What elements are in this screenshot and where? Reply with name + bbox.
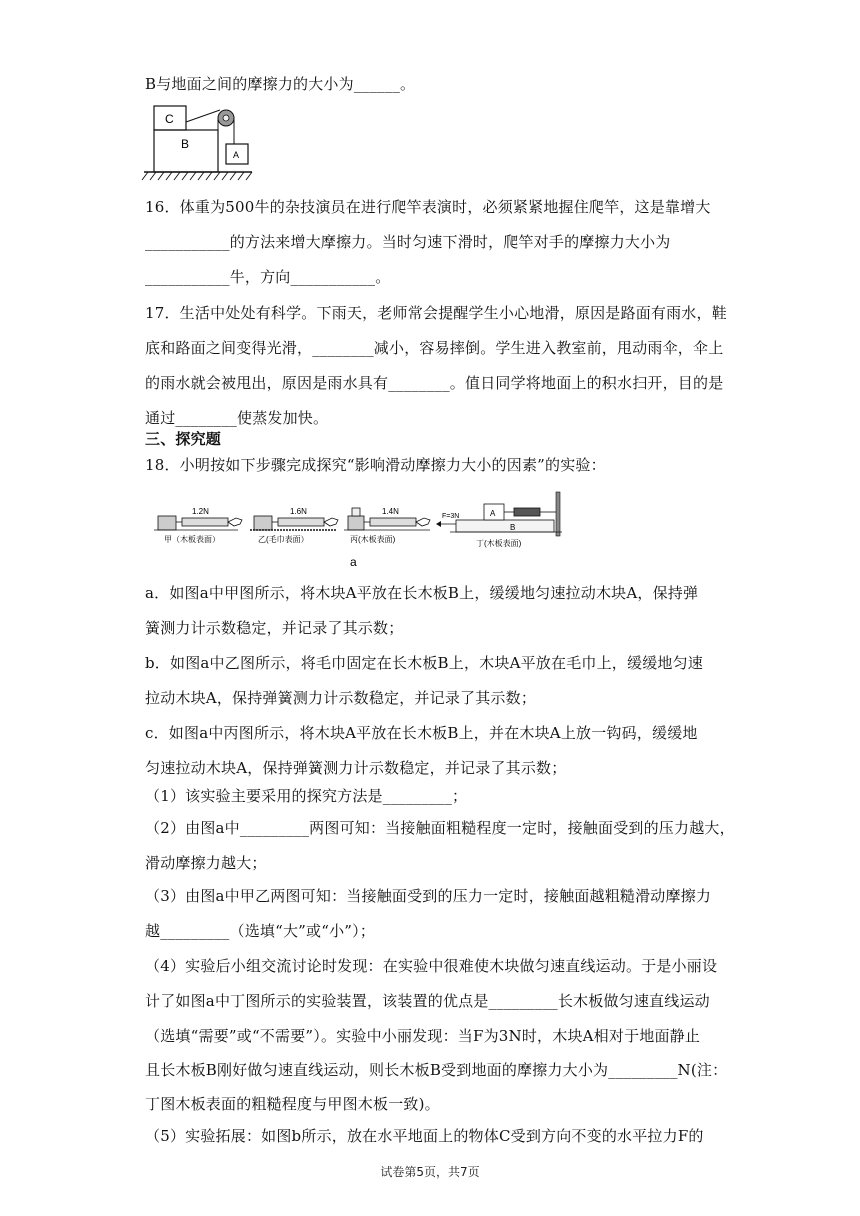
text-line: 拉动木块A，保持弹簧测力计示数稳定，并记录了其示数； bbox=[145, 689, 537, 707]
text-line: 18．小明按如下步骤完成探究“影响滑动摩擦力大小的因素”的实验： bbox=[145, 456, 606, 474]
section-heading: 三、探究题 bbox=[145, 430, 222, 448]
block-a-label: A bbox=[490, 509, 496, 518]
reading-bing: 1.4N bbox=[382, 507, 399, 516]
label-yi: 乙(毛巾表面） bbox=[258, 535, 309, 544]
text-line: B与地面之间的摩擦力的大小为______。 bbox=[145, 75, 416, 93]
force-label: F=3N bbox=[442, 513, 460, 520]
text-line: 丁图木板表面的粗糙程度与甲图木板一致)。 bbox=[145, 1095, 440, 1113]
text-line: c．如图a中丙图所示，将木块A平放在长木板B上，并在木块A上放一钩码，缓缓地 bbox=[145, 724, 698, 742]
text-line: （5）实验拓展：如图b所示，放在水平地面上的物体C受到方向不变的水平拉力F的 bbox=[145, 1127, 704, 1145]
text-line: 匀速拉动木块A，保持弹簧测力计示数稳定，并记录了其示数； bbox=[145, 759, 567, 777]
label-c: C bbox=[165, 112, 174, 126]
label-ding: 丁(木板表面) bbox=[476, 539, 522, 548]
text-line: 越_________（选填“大”或“小”）； bbox=[145, 922, 376, 940]
text-line: 簧测力计示数稳定，并记录了其示数； bbox=[145, 619, 404, 637]
text-line: a．如图a中甲图所示，将木块A平放在长木板B上，缓缓地匀速拉动木块A，保持弹 bbox=[145, 584, 699, 602]
text-line: b．如图a中乙图所示，将毛巾固定在长木板B上，木块A平放在毛巾上，缓缓地匀速 bbox=[145, 654, 704, 672]
text-line: ___________牛，方向___________。 bbox=[145, 268, 391, 286]
label-a: A bbox=[233, 150, 240, 160]
text-line: （4）实验后小组交流讨论时发现：在实验中很难使木块做匀速直线运动。于是小丽设 bbox=[145, 957, 718, 975]
text-line: 计了如图a中丁图所示的实验装置，该装置的优点是_________长木板做匀速直线运动 bbox=[145, 992, 710, 1010]
text-line: 17．生活中处处有科学。下雨天，老师常会提醒学生小心地滑，原因是路面有雨水，鞋 bbox=[145, 304, 727, 322]
reading-yi: 1.6N bbox=[290, 507, 307, 516]
page-footer: 试卷第5页，共7页 bbox=[380, 1165, 480, 1179]
panel-bing bbox=[344, 507, 430, 544]
figure-caption: a bbox=[350, 555, 357, 568]
panel-yi bbox=[250, 507, 338, 544]
text-line: ___________的方法来增大摩擦力。当时匀速下滑时，爬竿对手的摩擦力大小为 bbox=[145, 233, 671, 251]
text-line: （2）由图a中_________两图可知：当接触面粗糙程度一定时，接触面受到的压力越大， bbox=[145, 819, 735, 837]
reading-jia: 1.2N bbox=[192, 507, 209, 516]
text-line: 滑动摩擦力越大； bbox=[145, 854, 267, 872]
label-bing: 丙(木板表面) bbox=[350, 535, 396, 544]
text-line: （1）该实验主要采用的探究方法是_________； bbox=[145, 787, 468, 805]
label-b: B bbox=[181, 137, 190, 151]
text-line: 底和路面之间变得光滑，________减小，容易摔倒。学生进入教室前，甩动雨伞，伞上 bbox=[145, 339, 724, 357]
text-line: 通过________使蒸发加快。 bbox=[145, 409, 329, 427]
text-line: 且长木板B刚好做匀速直线运动，则长木板B受到地面的摩擦力大小为_________N(注： bbox=[145, 1061, 728, 1079]
panel-jia bbox=[154, 507, 242, 544]
pulley-figure bbox=[140, 100, 260, 190]
label-jia: 甲（木板表面） bbox=[164, 535, 220, 544]
panel-ding bbox=[436, 492, 562, 548]
experiment-figure-a bbox=[150, 488, 570, 568]
text-line: 16．体重为500牛的杂技演员在进行爬竿表演时，必须紧紧地握住爬竿，这是靠增大 bbox=[145, 198, 711, 216]
text-line: （选填“需要”或“不需要”）。实验中小丽发现：当F为3N时，木块A相对于地面静止 bbox=[145, 1027, 701, 1045]
text-line: （3）由图a中甲乙两图可知：当接触面受到的压力一定时，接触面越粗糙滑动摩擦力 bbox=[145, 887, 712, 905]
text-line: 的雨水就会被甩出，原因是雨水具有________。值日同学将地面上的积水扫开，目的是 bbox=[145, 374, 724, 392]
board-b-label: B bbox=[510, 523, 516, 532]
